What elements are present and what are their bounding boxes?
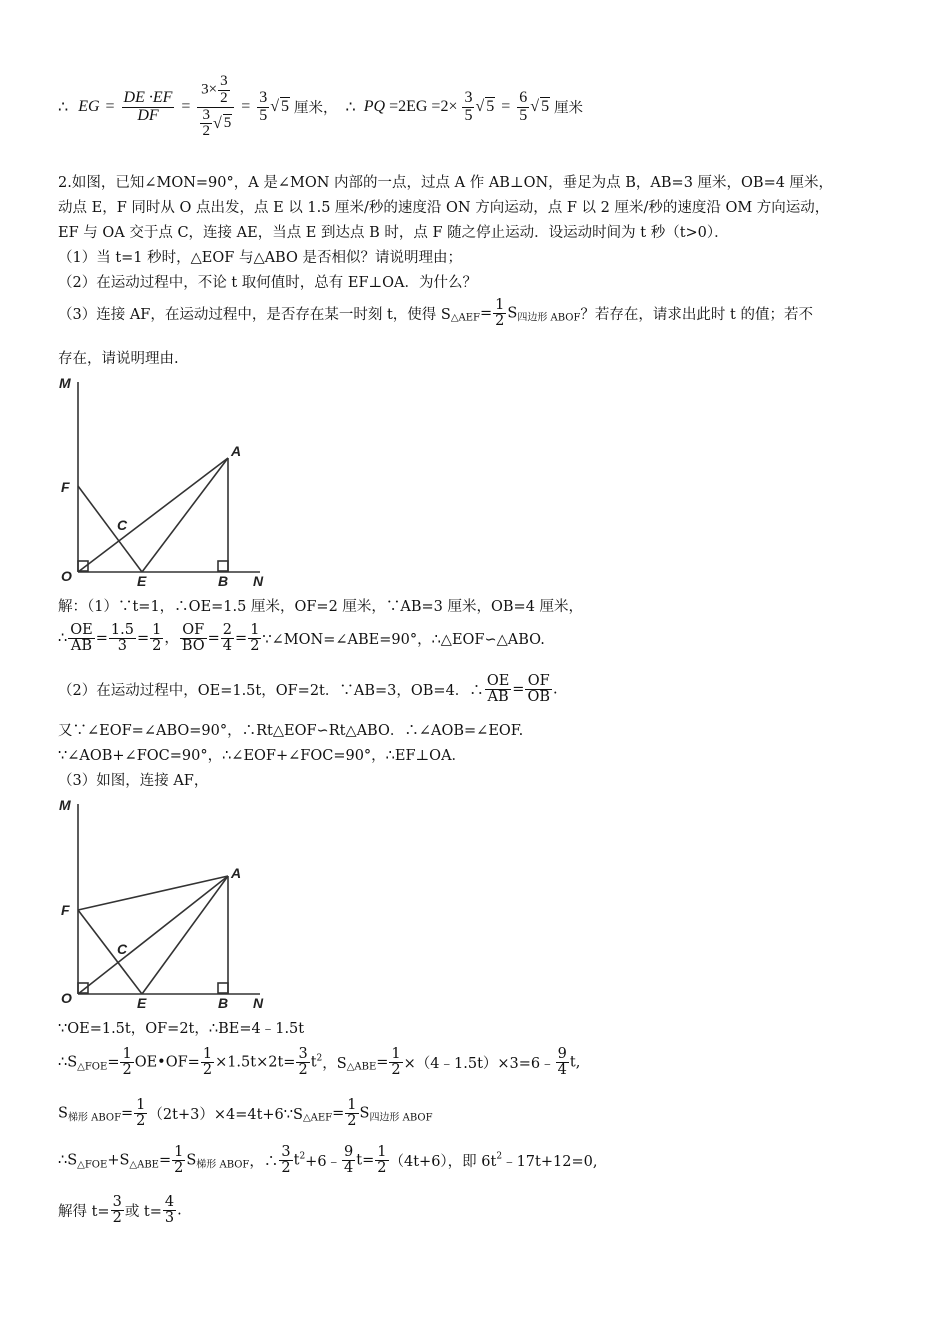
label-n: N: [253, 573, 264, 589]
frac-oe: OE: [70, 622, 93, 638]
eq-symbol-3: =: [241, 98, 251, 115]
q3-text-a: （3）连接 AF，在运动过程中，是否存在某一时刻 t，使得 S: [58, 307, 451, 324]
nine-fourths: [556, 1047, 569, 1078]
label-n-2: N: [253, 995, 264, 1011]
ft-den: 3: [164, 1210, 175, 1227]
question-3: [58, 298, 813, 329]
half-7-den: 2: [377, 1160, 387, 1177]
solution-line-9: $S_{梯形 ABOF}=$ $\frac{1}{2}$ $(2t+3)\times 4=4t+6\because S_{\triangle AEF}=$ $\frac{1}{2}$ $S_{四边形 ABOF}$: [58, 1097, 433, 1130]
eq-symbol-4: =: [501, 98, 511, 115]
top-formula: ∴ EG = $\frac{DE \cdot EF}{DF}$ = 3× $\frac{3}{2}$ $\frac{3}{2}$ √ 5 = $\frac{3}{5}$ √ 5 厘米， ∴ PQ =2EG =2× $\frac{3}{5}$ √ 5 = $\frac{6}{5}$ √ 5 厘米: [58, 73, 584, 140]
frac-of-2: OF: [525, 674, 552, 690]
figure-2: [55, 794, 285, 1016]
half-5: [345, 1098, 358, 1129]
s10-c: ，∴: [249, 1154, 279, 1171]
six-fifths: [517, 90, 529, 125]
th-a-num: 3: [298, 1046, 308, 1062]
complex-fraction: [197, 74, 234, 140]
s8-g: t,: [569, 1054, 581, 1071]
label-f: F: [61, 479, 70, 495]
q3-half-den: 2: [495, 313, 505, 330]
nf-num: 9: [557, 1046, 567, 1062]
th-b-num: 3: [281, 1144, 291, 1160]
right-angle-b: [218, 561, 228, 571]
eg-symbol: EG: [78, 98, 100, 115]
three-halves-den: [200, 108, 212, 141]
q3-half: [493, 298, 506, 329]
half-2: [201, 1047, 214, 1078]
eq-2eg: =2EG =2×: [389, 98, 458, 115]
sub-foe: △FOE: [77, 1061, 108, 1073]
right-angle-b-2: [218, 983, 228, 993]
label-f-2: F: [61, 902, 70, 918]
de-ef-over-df: [122, 90, 175, 125]
s10-a: ∴S: [58, 1152, 78, 1169]
s10-plus: +S: [107, 1152, 130, 1169]
th-a-den: 2: [298, 1062, 308, 1079]
label-a: A: [231, 443, 242, 459]
half-4: [134, 1098, 147, 1129]
problem-line-2: 动点 E，F 同时从 O 点出发，点 E 以 1.5 厘米/秒的速度沿 ON 方向运动，点 F 以 2 厘米/秒的速度沿 OM 方向运动，: [58, 200, 830, 216]
three-fifths-den: 5: [259, 106, 268, 124]
label-b: B: [218, 573, 229, 589]
df-denominator: DF: [137, 106, 159, 124]
sup-2b: 2: [299, 1151, 306, 1162]
frac-bo: BO: [181, 638, 205, 655]
half-2-num: 1: [202, 1046, 213, 1062]
th-c-den: 2: [112, 1210, 122, 1227]
frac-of: OF: [180, 623, 207, 639]
eq-symbol-2: =: [181, 98, 191, 115]
frac-1: 1: [152, 622, 162, 638]
frac-2b: 2: [222, 622, 233, 638]
label-m-2: M: [59, 797, 71, 813]
solution-line-11: [58, 1195, 182, 1226]
figure-1: [55, 372, 285, 594]
half-4-den: 2: [136, 1113, 146, 1130]
half-2-den: 2: [202, 1062, 213, 1079]
three-halves: [218, 74, 230, 107]
s10-h: ﹣17t+12=0,: [502, 1154, 598, 1171]
q3-sub-quad: 四边形 ABOF: [517, 312, 581, 324]
solution-line-8: $\therefore S_{\triangle FOE}=$ $\frac{1}{2}$ OE•OF= $\frac{1}{2}$ ×1.5t×2t= $\frac{3}{2}$ $t^2$，$S_{\triangle ABE}=$ $\frac{1}{2}$ ×（4﹣1.5t）×3=6﹣ $\frac{9}{4}$ t,: [58, 1046, 581, 1079]
sqrt-five-2: 5: [281, 98, 290, 115]
nf2-den: 4: [344, 1160, 354, 1177]
label-c: C: [117, 517, 128, 533]
frac-ob: OB: [527, 689, 550, 706]
label-b-2: B: [218, 995, 229, 1011]
solution-line-7: ∵OE=1.5t，OF=2t，∴BE=4﹣1.5t: [58, 1021, 305, 1037]
question-1: （1）当 t=1 秒时，△EOF 与△ABO 是否相似？请说明理由；: [58, 250, 462, 266]
s10-b: S: [186, 1152, 197, 1169]
sub-quad: 四边形 ABOF: [369, 1112, 433, 1124]
ft-num: 4: [164, 1194, 175, 1210]
sqrt-five: 5: [223, 114, 232, 131]
s3-text: （2）在运动过程中，OE=1.5t，OF=2t．∵AB=3，OB=4．∴: [58, 683, 484, 700]
three-fifths-num: 3: [259, 88, 268, 106]
solution-line-1: 解：（1）∵t=1，∴OE=1.5 厘米，OF=2 厘米，∵AB=3 厘米，OB=4 厘米，: [58, 599, 584, 615]
nf-den: 4: [557, 1062, 567, 1079]
therefore-symbol-2: ∴: [345, 99, 356, 116]
three-num: 3: [220, 73, 228, 89]
segment-ea-2: [142, 876, 228, 994]
half-6: [172, 1145, 185, 1176]
label-m: M: [59, 375, 71, 391]
two-den: 2: [220, 89, 228, 106]
sub-trap-2: 梯形 ABOF: [196, 1159, 250, 1171]
s8-d: t: [310, 1054, 317, 1071]
three-halves-c: [111, 1195, 124, 1226]
half-7: [375, 1145, 388, 1176]
s10-f: t=: [356, 1152, 375, 1169]
frac-3: 3: [117, 638, 128, 655]
half-1-den: 2: [122, 1062, 132, 1079]
s8-f: ×（4﹣1.5t）×3=6﹣: [403, 1056, 555, 1073]
frac-15-3: [109, 623, 136, 654]
eq-symbol: =: [105, 98, 115, 115]
sub-foe-2: △FOE: [77, 1159, 108, 1171]
s10-g: （4t+6），即 6t: [389, 1154, 497, 1171]
th-b-den: 2: [281, 1160, 291, 1177]
frac-15: 1.5: [110, 622, 134, 638]
half-3: [389, 1047, 402, 1078]
half-5-den: 2: [347, 1113, 357, 1130]
s11-b: 或 t=: [124, 1204, 162, 1221]
th-c-num: 3: [112, 1194, 122, 1210]
solution-line-2: ∴ $\frac{OE}{AB}$ = $\frac{1.5}{3}$ = $\frac{1}{2}$ ， $\frac{OF}{BO}$ = $\frac{2}{4}$ = $\frac{1}{2}$ ∵∠MON=∠ABE=90°，∴△EOF∽△ABO.: [58, 622, 545, 655]
nf2-num: 9: [344, 1144, 354, 1160]
frac-oe-2: OE: [486, 673, 510, 689]
frac-of-ob: [525, 674, 552, 705]
sub-abe: △ABE: [346, 1061, 377, 1073]
label-c-2: C: [117, 941, 128, 957]
three-fifths-2: [462, 90, 474, 125]
label-o: O: [61, 568, 72, 584]
solution-line-5: ∵∠AOB+∠FOC=90°，∴∠EOF+∠FOC=90°，∴EF⊥OA．: [58, 748, 467, 764]
cm-unit-2: 厘米: [554, 100, 584, 117]
half-5-num: 1: [347, 1097, 357, 1113]
complex-numerator: [197, 74, 234, 108]
three-fifths: [257, 90, 269, 125]
s10-e: +6﹣: [305, 1154, 342, 1171]
label-a-2: A: [231, 865, 242, 881]
six-den: 5: [519, 106, 528, 124]
three-num-2: 3: [202, 106, 210, 123]
s8-b: OE•OF=: [134, 1054, 200, 1071]
frac-ab-2: AB: [487, 689, 509, 706]
q3-sub-aef: △AEF: [450, 312, 480, 324]
frac-oe-ab-2: [485, 674, 511, 705]
three-halves-a: [296, 1047, 309, 1078]
label-o-2: O: [61, 990, 72, 1006]
sqrt-five-4: 5: [541, 98, 550, 115]
frac-2c: 2: [250, 638, 260, 655]
cm-unit-1: 厘米，: [294, 100, 338, 117]
segment-fe: [78, 486, 142, 572]
sub-trap: 梯形 ABOF: [67, 1112, 122, 1124]
frac-1-2b: [248, 623, 261, 654]
q3-half-num: 1: [495, 297, 505, 313]
half-6-den: 2: [174, 1160, 184, 1177]
frac-4: 4: [222, 638, 233, 655]
frac-of-bo: [180, 623, 207, 654]
s8-c: ×1.5t×2t=: [215, 1054, 296, 1071]
solution-line-4: 又∵∠EOF=∠ABO=90°，∴Rt△EOF∽Rt△ABO．∴∠AOB=∠EOF.: [58, 723, 524, 739]
solution-line-6: （3）如图，连接 AF，: [58, 773, 209, 789]
s2-therefore: ∴: [58, 630, 68, 647]
q3-eq: =: [480, 305, 493, 322]
half-6-num: 1: [174, 1144, 184, 1160]
tf2-den: 5: [464, 106, 473, 124]
frac-oe-ab: [68, 623, 94, 654]
frac-2: 2: [152, 638, 162, 655]
solution-line-10: $\therefore S_{\triangle FOE}+S_{\triangle ABE}=$ $\frac{1}{2}$ $S_{梯形 ABOF}$，∴ $\frac{3}{2}$ $t^2+6﹣$ $\frac{9}{4}$ t= $\frac{1}{2}$ （4t+6），即 $6t^2﹣17t+12=0$,: [58, 1144, 598, 1177]
sub-abe-2: △ABE: [129, 1159, 159, 1171]
therefore-symbol: ∴: [58, 99, 69, 116]
frac-2-4: [221, 623, 234, 654]
half-7-num: 1: [377, 1144, 387, 1160]
pq-symbol: PQ: [363, 98, 386, 115]
solution-line-3: （2）在运动过程中，OE=1.5t，OF=2t．∵AB=3，OB=4．∴ $\frac{OE}{AB}$ = $\frac{OF}{OB}$ .: [58, 673, 558, 706]
sub-aef: △AEF: [302, 1112, 333, 1124]
s2-tail: ∵∠MON=∠ABE=90°，∴△EOF∽△ABO.: [262, 632, 545, 649]
three-times: 3×: [201, 81, 218, 98]
problem-line-3: EF 与 OA 交于点 C，连接 AE，当点 E 到达点 B 时，点 F 随之停止运动．设运动时间为 t 秒（t>0）．: [58, 225, 729, 241]
s8-e: ，S: [322, 1056, 347, 1073]
segment-ea: [142, 458, 228, 572]
s9-c: S: [359, 1105, 370, 1122]
four-thirds: [163, 1195, 176, 1226]
s10-d: t: [293, 1152, 300, 1169]
sup-2a: 2: [316, 1053, 323, 1064]
half-1: [120, 1047, 133, 1078]
label-e: E: [137, 573, 147, 589]
s9-b: （2t+3）×4=4t+6∵S: [148, 1107, 303, 1124]
three-halves-b: [279, 1145, 292, 1176]
frac-1b: 1: [250, 622, 260, 638]
s8-a: ∴S: [58, 1054, 78, 1071]
frac-ab: AB: [70, 638, 93, 655]
half-4-num: 1: [136, 1097, 146, 1113]
s11-c: .: [177, 1202, 182, 1219]
sup-2c: 2: [496, 1151, 503, 1162]
frac-1-2: [150, 623, 163, 654]
tf2-num: 3: [464, 88, 473, 106]
s11-a: 解得 t=: [58, 1204, 110, 1221]
question-2: （2）在运动过程中，不论 t 取何值时，总有 EF⊥OA．为什么？: [58, 275, 478, 291]
problem-line-1: 2.如图，已知∠MON=90°，A 是∠MON 内部的一点，过点 A 作 AB⊥ON，垂足为点 B，AB=3 厘米，OB=4 厘米，: [58, 175, 834, 191]
half-1-num: 1: [122, 1046, 132, 1062]
half-3-den: 2: [391, 1062, 401, 1079]
sqrt-five-3: 5: [486, 98, 495, 115]
complex-denominator: $\frac{3}{2}$ √ 5: [202, 106, 232, 140]
de-ef-numerator: DE ·EF: [123, 88, 173, 106]
s9-a: S: [58, 1105, 68, 1122]
six-num: 6: [519, 88, 528, 106]
label-e-2: E: [137, 995, 147, 1011]
q3-text-b: ？若存在，请求出此时 t 的值；若不: [580, 307, 813, 324]
q3-s: S: [507, 305, 518, 322]
nine-fourths-2: [342, 1145, 355, 1176]
two-den-2: 2: [202, 123, 210, 140]
half-3-num: 1: [391, 1046, 401, 1062]
question-3-cont: 存在，请说明理由.: [58, 351, 179, 367]
